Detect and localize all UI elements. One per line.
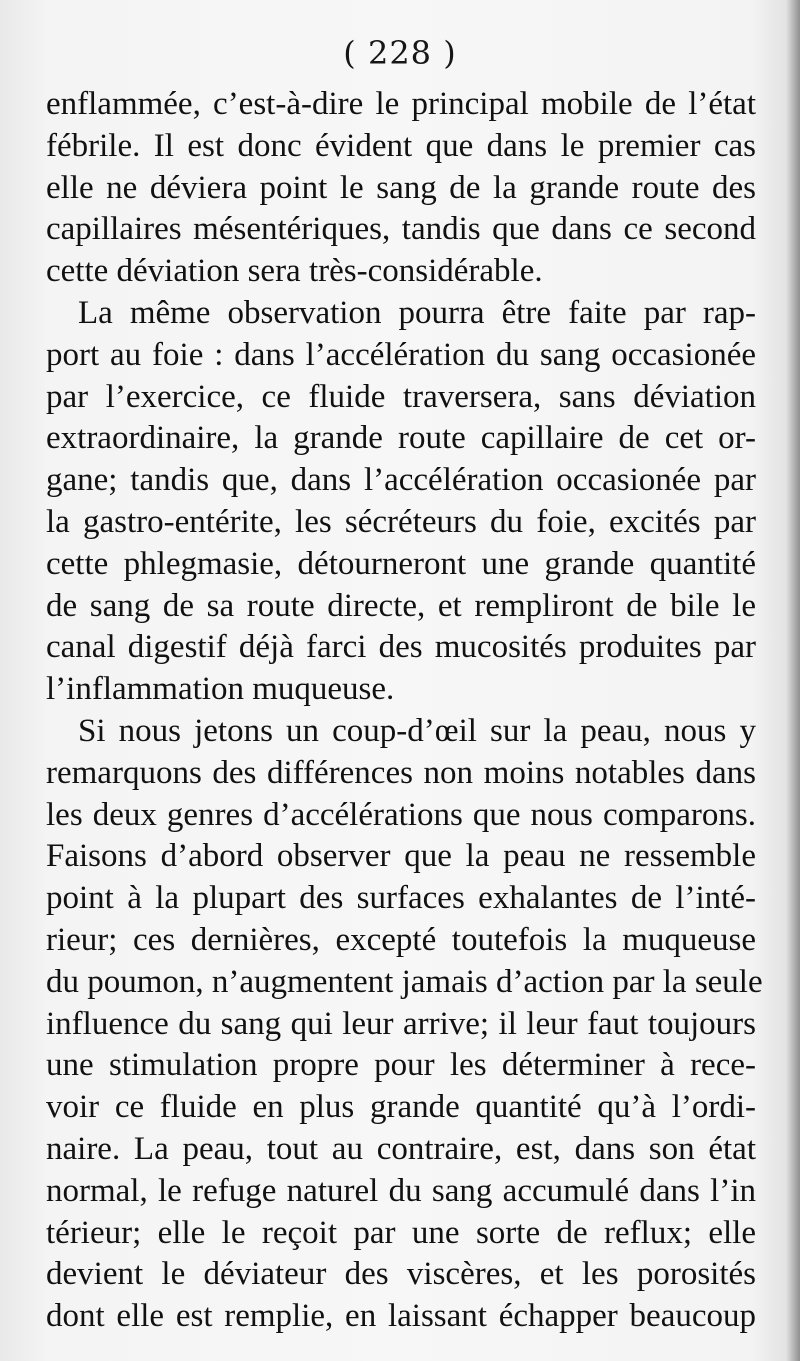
text-line: rieur; ces dernières, excepté toutefois la muqueuse — [46, 921, 756, 958]
page-edge-shadow — [786, 0, 800, 1361]
text-line: une stimulation propre pour les déterminer à rece- — [46, 1047, 756, 1084]
body-text — [46, 84, 763, 1338]
text-line: port au foie : dans l’accélération du sang occasionée — [46, 336, 756, 373]
text-line: par l’exercice, ce fluide traversera, sans déviation — [46, 378, 756, 415]
text-line: enflammée, c’est-à-dire le principal mobile de l’état — [46, 86, 756, 122]
text-line: Faisons d’abord observer que la peau ne ressemble — [46, 838, 756, 875]
text-line: fébrile. Il est donc évident que dans le premier cas — [46, 127, 756, 164]
text-line: influence du sang qui leur arrive; il leur faut toujours — [46, 1005, 756, 1042]
text-line: du poumon, n’augmentent jamais d’action par la seule — [46, 963, 763, 1000]
text-line: devient le déviateur des viscères, et les porosités — [46, 1256, 756, 1293]
text-line: naire. La peau, tout au contraire, est, dans son état — [46, 1130, 756, 1167]
text-line: cette phlegmasie, détourneront une grande quantité — [46, 545, 756, 582]
text-line: la gastro-entérite, les sécréteurs du foie, excités par — [46, 503, 756, 540]
text-line: Si nous jetons un coup-d’œil sur la peau, nous y — [78, 712, 756, 749]
text-line: gane; tandis que, dans l’accélération occasionée par — [46, 462, 756, 499]
text-line: de sang de sa route directe, et rempliront de bile le — [46, 587, 756, 624]
page-number: ( 228 ) — [343, 34, 457, 72]
text-line: voir ce fluide en plus grande quantité qu’à l’ordi- — [46, 1089, 756, 1126]
text-line: La même observation pourra être faite par rap- — [78, 294, 756, 331]
text-line: remarquons des différences non moins notables dans — [46, 754, 756, 791]
text-line: cette déviation sera très-considérable. — [46, 253, 543, 290]
text-line: elle ne déviera point le sang de la grande route des — [46, 169, 756, 206]
text-line: capillaires mésentériques, tandis que dans ce second — [46, 211, 756, 248]
text-line: dont elle est remplie, en laissant échapper beaucoup — [46, 1298, 756, 1335]
text-line: l’inflammation muqueuse. — [46, 671, 395, 708]
text-line: les deux genres d’accélérations que nous comparons. — [46, 796, 756, 833]
text-line: extraordinaire, la grande route capillaire de cet or- — [46, 420, 756, 457]
text-line: point à la plupart des surfaces exhalantes de l’inté- — [46, 880, 756, 917]
text-line: normal, le refuge naturel du sang accumulé dans l’in — [46, 1172, 756, 1209]
text-line: canal digestif déjà farci des mucosités produites par — [46, 629, 756, 666]
text-line: térieur; elle le reçoit par une sorte de reflux; elle — [46, 1214, 756, 1251]
